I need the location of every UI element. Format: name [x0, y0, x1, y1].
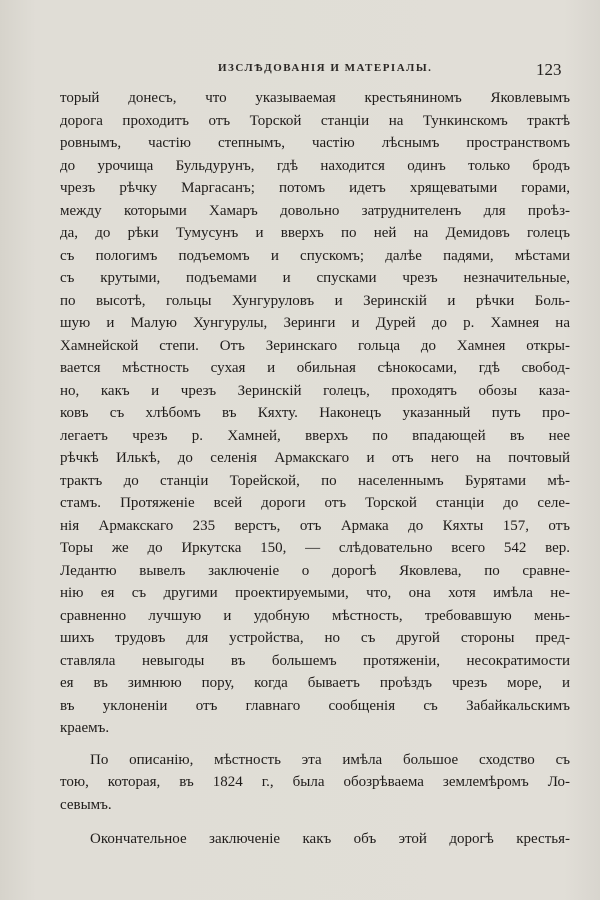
text-line: шихъ трудовъ для устройства, но съ другой стороны пред- [60, 630, 570, 646]
text-line: По описанію, мѣстность эта имѣла большое сходство съ [90, 751, 570, 768]
text-line: шую и Малую Хунгурулы, Зеринги и Дурей до р. Хамнея на [60, 315, 570, 331]
text-line: сравненно лучшую и удобную мѣстность, требовавшую мень- [60, 607, 570, 624]
text-line: ея въ зимнюю пору, когда бываетъ проѣздъ чрезъ море, и [60, 675, 570, 691]
text-line: съ пологимъ подъемомъ и спускомъ; далѣе падями, мѣстами [60, 247, 570, 264]
text-line: тою, которая, въ 1824 г., была обозрѣваема землемѣромъ Ло- [60, 774, 570, 790]
text-line: ставляла невыгоды въ большемъ протяженіи, несократимости [60, 652, 570, 669]
text-line: легаетъ чрезъ р. Хамней, вверхъ по впадающей въ нее [60, 427, 570, 444]
text-line: торый донесъ, что указываемая крестьяниномъ Яковлевымъ [60, 90, 570, 106]
text-line: дорога проходитъ отъ Торской станціи на Тункинскомъ трактѣ [60, 112, 570, 129]
page-header [0, 60, 600, 84]
text-line: краемъ. [60, 720, 110, 736]
text-line: съ крутыми, подъемами и спусками чрезъ незначительные, [60, 270, 570, 286]
text-line: ковъ съ хлѣбомъ въ Кяхту. Наконецъ указанный путь про- [60, 405, 570, 421]
text-line: стамъ. Протяженіе всей дороги отъ Торской станціи до селе- [60, 495, 570, 511]
paragraph [60, 828, 570, 851]
text-line: ровнымъ, частію степнымъ, частію лѣснымъ пространствомъ [60, 135, 570, 151]
page-number: 123 [536, 60, 562, 79]
text-line: Хамнейской степи. Отъ Зеринскаго гольца до Хамнея откры- [60, 337, 570, 354]
paragraph-gap [60, 816, 570, 828]
text-line: рѣчкѣ Илькѣ, до селенія Армакскаго и отъ него на почтовый [60, 450, 570, 466]
text-line: до урочища Бульдурунъ, гдѣ находится одинъ только бродъ [60, 157, 570, 174]
paragraph [60, 87, 570, 740]
text-line: нію ея съ другими проектируемыми, что, она хотя имѣла не- [60, 585, 570, 601]
text-line: вается мѣстность сухая и обильная сѣнокосами, гдѣ свобод- [60, 360, 570, 376]
text-line: чрезъ рѣчку Маргасанъ; потомъ идетъ хрящеватыми горами, [60, 180, 570, 196]
running-title: ИЗСЛѢДОВАНІЯ И МАТЕРІАЛЫ. [218, 62, 433, 74]
text-line: въ уклоненіи отъ главнаго сообщенія съ Забайкальскимъ [60, 697, 570, 714]
text-line: севымъ. [60, 796, 112, 813]
text-line: Ледантю вывелъ заключеніе о дорогѣ Яковлева, по сравне- [60, 562, 570, 579]
body-text [60, 87, 570, 851]
text-line: да, до рѣки Тумусунъ и вверхъ по ней на Демидовъ голецъ [60, 225, 570, 241]
text-line: Окончательное заключеніе какъ объ этой дорогѣ крестья- [90, 831, 570, 847]
text-line: по высотѣ, гольцы Хунгуруловъ и Зеринскій и рѣчки Боль- [60, 292, 570, 309]
paragraph-gap [60, 740, 570, 749]
text-line: нія Армакскаго 235 верстъ, отъ Армака до Кяхты 157, отъ [60, 517, 570, 534]
text-line: но, какъ и чрезъ Зеринскій голецъ, проходятъ обозы каза- [60, 382, 570, 399]
text-line: трактъ до станціи Торейской, по населеннымъ Бурятами мѣ- [60, 472, 570, 489]
text-line: Торы же до Иркутска 150, — слѣдовательно всего 542 вер. [60, 540, 570, 556]
paragraph [60, 749, 570, 817]
text-line: между которыми Хамаръ довольно затруднителенъ для проѣз- [60, 202, 570, 219]
